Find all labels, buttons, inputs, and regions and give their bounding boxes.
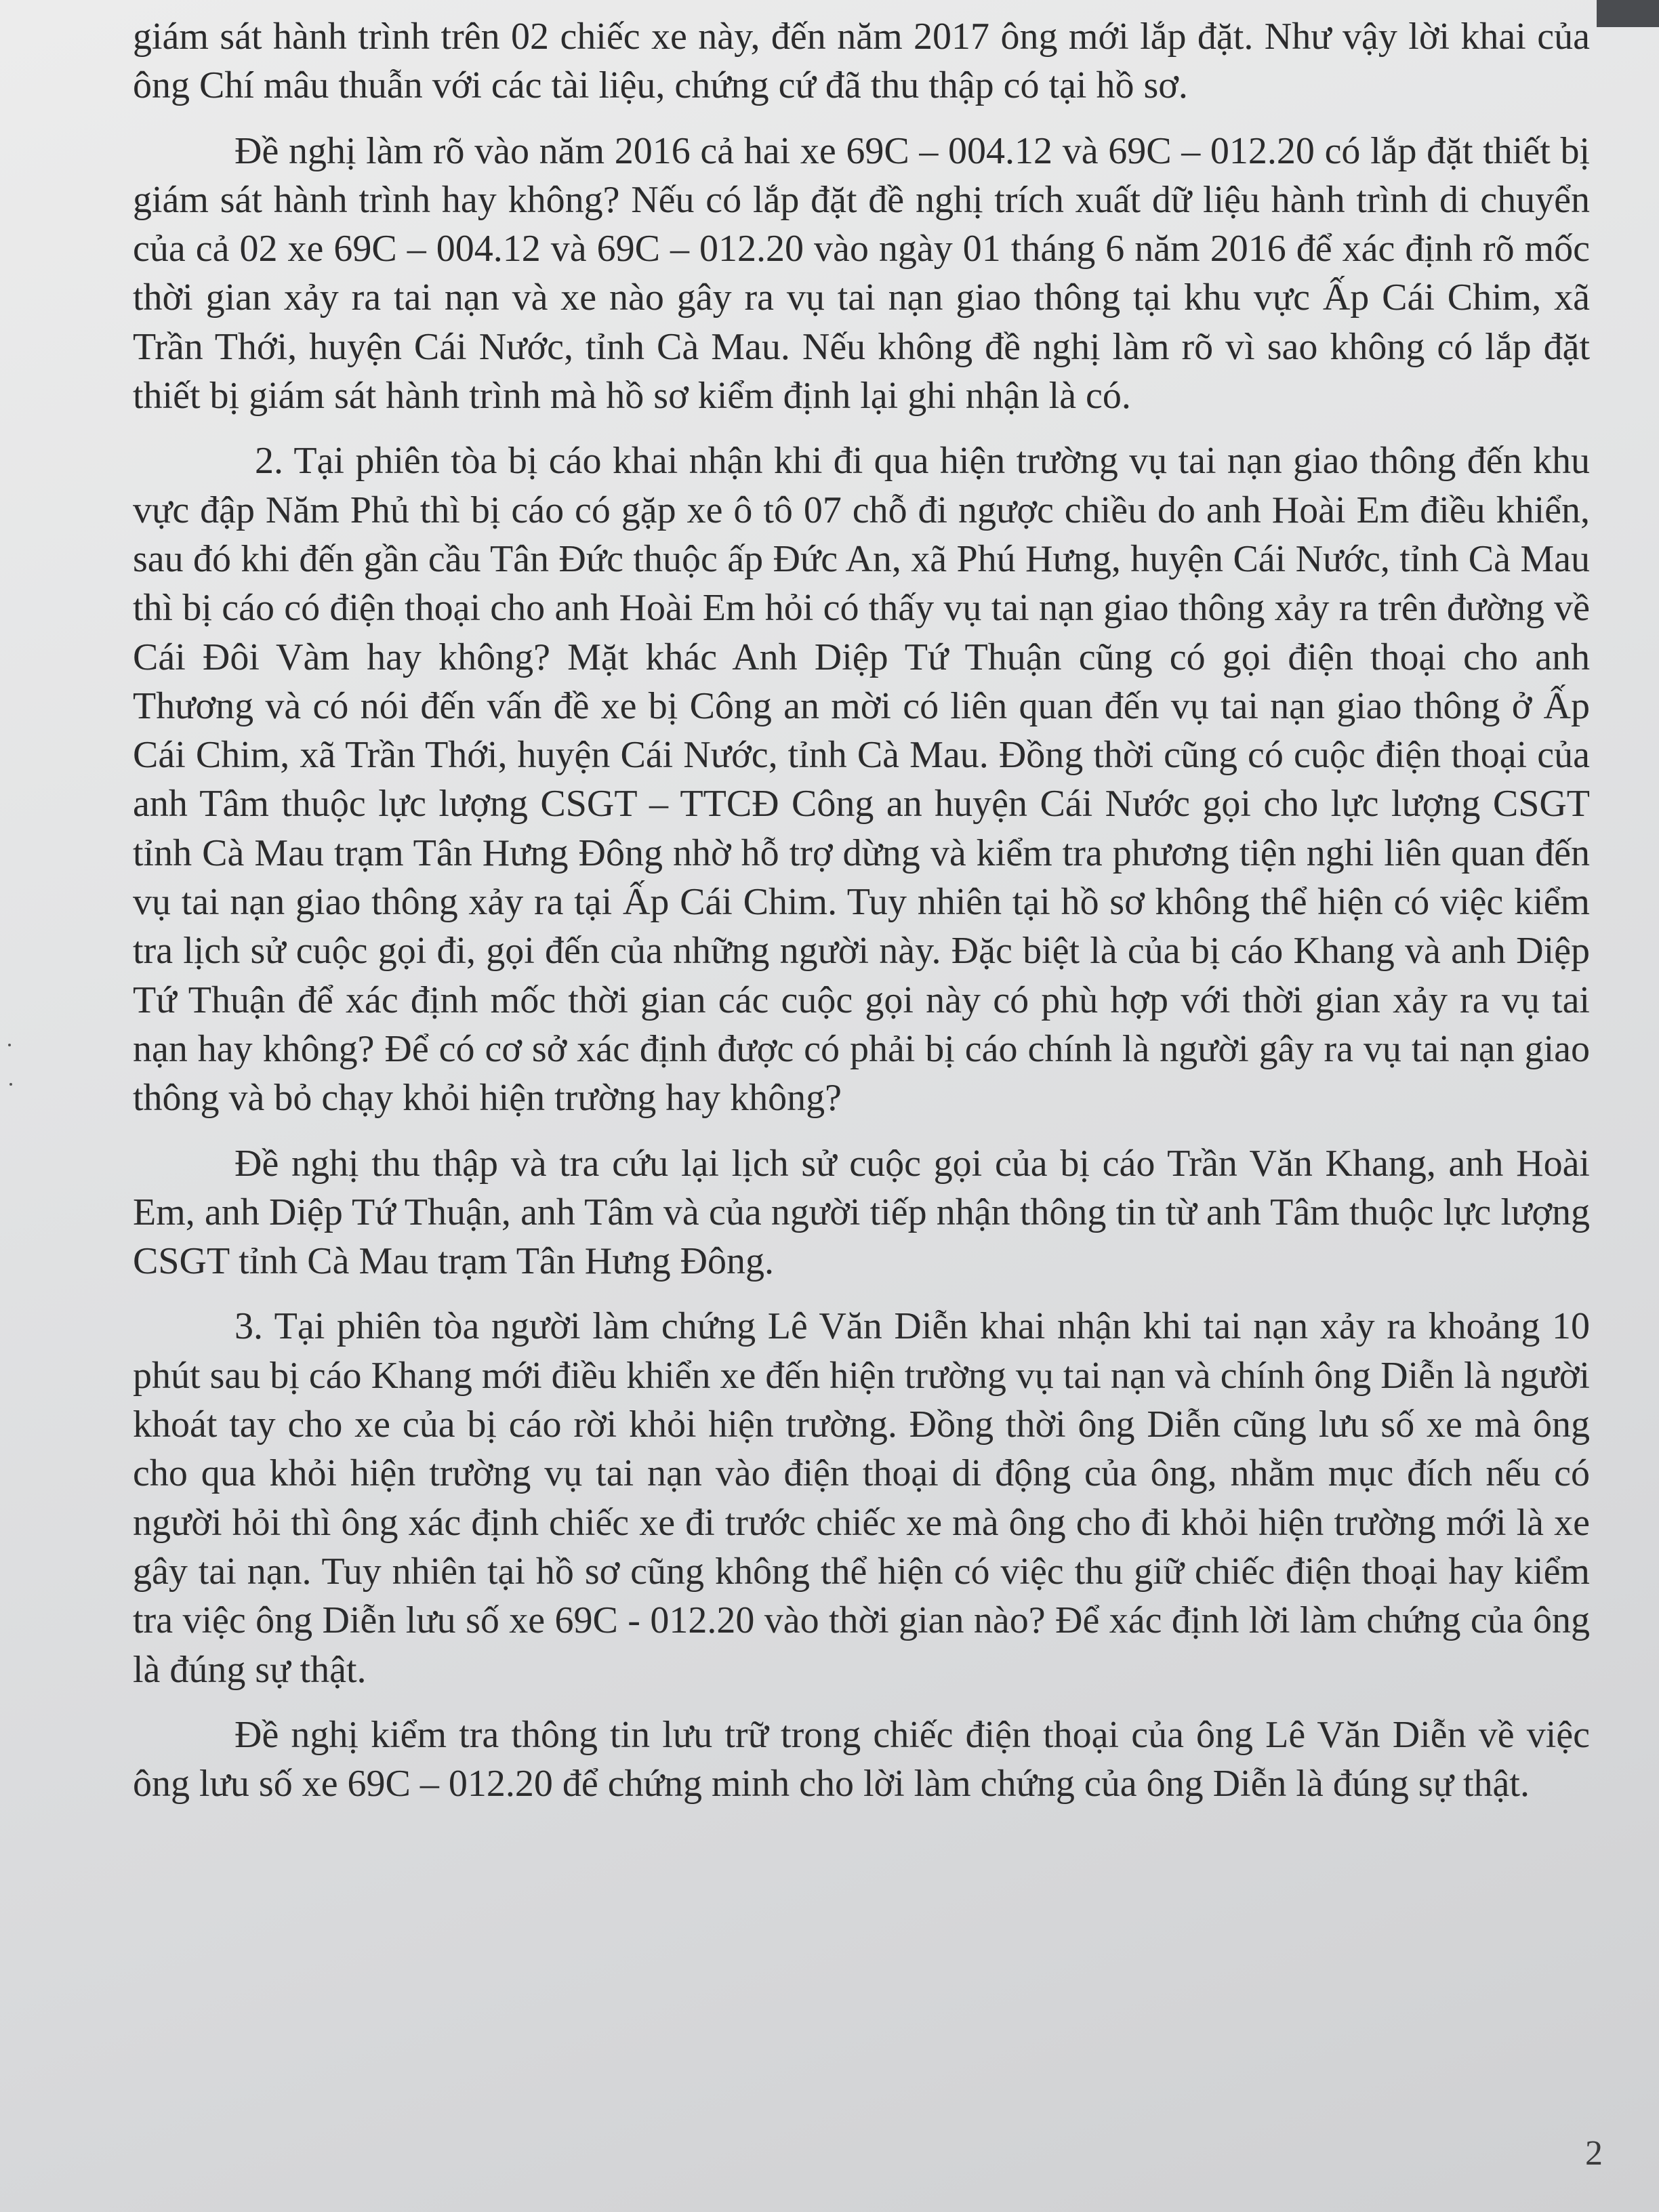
paragraph-continuation: giám sát hành trình trên 02 chiếc xe này, đến năm 2017 ông mới lắp đặt. Như vậy lời khai của ông Chí mâu thuẫn với các tài liệu, chứng cứ đã thu thập có tại hồ sơ.	[133, 16, 1590, 107]
paper-speck	[8, 1044, 11, 1046]
paragraph-request-3: Đề nghị kiểm tra thông tin lưu trữ trong chiếc điện thoại của ông Lê Văn Diễn về việc ông lưu số xe 69C – 012.20 để chứng minh cho lời làm chứng của ông Diễn là đúng sự thật.	[133, 1713, 1590, 1805]
paragraph-request-2: Đề nghị thu thập và tra cứu lại lịch sử cuộc gọi của bị cáo Trần Văn Khang, anh Hoài Em, anh Diệp Tứ Thuận, anh Tâm và của người tiếp nhận thông tin từ anh Tâm thuộc lực lượng CSGT tỉnh Cà Mau trạm Tân Hưng Đông.	[133, 1142, 1590, 1283]
paragraph-point-3: 3. Tại phiên tòa người làm chứng Lê Văn Diễn khai nhận khi tai nạn xảy ra khoảng 10 phút sau bị cáo Khang mới điều khiển xe đến hiện trường vụ tai nạn và chính ông Diễn là người khoát tay cho xe của bị cáo rời khỏi hiện trường. Đồng thời ông Diễn cũng lưu số xe mà ông cho qua khỏi hiện trường vụ tai nạn vào điện thoại di động của ông, nhằm mục đích nếu có người hỏi thì ông xác định chiếc xe đi trước chiếc xe mà ông cho đi khỏi hiện trường mới là xe gây tai nạn. Tuy nhiên tại hồ sơ cũng không thể hiện có việc thu giữ chiếc điện thoại hay kiểm tra việc ông Diễn lưu số xe 69C - 012.20 vào thời gian nào? Để xác định lời làm chứng của ông là đúng sự thật.	[133, 1305, 1590, 1691]
paragraph-request-1: Đề nghị làm rõ vào năm 2016 cả hai xe 69C – 004.12 và 69C – 012.20 có lắp đặt thiết bị giám sát hành trình hay không? Nếu có lắp đặt đề nghị trích xuất dữ liệu hành trình di chuyển của cả 02 xe 69C – 004.12 và 69C – 012.20 vào ngày 01 tháng 6 năm 2016 để xác định rõ mốc thời gian xảy ra tai nạn và xe nào gây ra vụ tai nạn giao thông tại khu vực Ấp Cái Chim, xã Trần Thới, huyện Cái Nước, tỉnh Cà Mau. Nếu không đề nghị làm rõ vì sao không có lắp đặt thiết bị giám sát hành trình mà hồ sơ kiểm định lại ghi nhận là có.	[133, 129, 1590, 417]
document-body	[133, 12, 1590, 1824]
paper-speck	[9, 1083, 12, 1086]
page-corner-shadow	[1597, 0, 1659, 27]
page-number: 2	[1585, 2134, 1603, 2173]
paragraph-point-2: 2. Tại phiên tòa bị cáo khai nhận khi đi qua hiện trường vụ tai nạn giao thông đến khu vực đập Năm Phủ thì bị cáo có gặp xe ô tô 07 chỗ đi ngược chiều do anh Hoài Em điều khiển, sau đó khi đến gần cầu Tân Đức thuộc ấp Đức An, xã Phú Hưng, huyện Cái Nước, tỉnh Cà Mau thì bị cáo có điện thoại cho anh Hoài Em hỏi có thấy vụ tai nạn giao thông xảy ra trên đường về Cái Đôi Vàm hay không? Mặt khác Anh Diệp Tứ Thuận cũng có gọi điện thoại cho anh Thương và có nói đến vấn đề xe bị Công an mời có liên quan đến vụ tai nạn giao thông ở Ấp Cái Chim, xã Trần Thới, huyện Cái Nước, tỉnh Cà Mau. Đồng thời cũng có cuộc điện thoại của anh Tâm thuộc lực lượng CSGT – TTCĐ Công an huyện Cái Nước gọi cho lực lượng CSGT tỉnh Cà Mau trạm Tân Hưng Đông nhờ hỗ trợ dừng và kiểm tra phương tiện nghi liên quan đến vụ tai nạn giao thông xảy ra tại Ấp Cái Chim. Tuy nhiên tại hồ sơ không thể hiện có việc kiểm tra lịch sử cuộc gọi đi, gọi đến của những người này. Đặc biệt là của bị cáo Khang và anh Diệp Tứ Thuận để xác định mốc thời gian các cuộc gọi này có phù hợp với thời gian xảy ra vụ tai nạn hay không? Để có cơ sở xác định được có phải bị cáo chính là người gây ra vụ tai nạn giao thông và bỏ chạy khỏi hiện trường hay không?	[133, 440, 1590, 1120]
